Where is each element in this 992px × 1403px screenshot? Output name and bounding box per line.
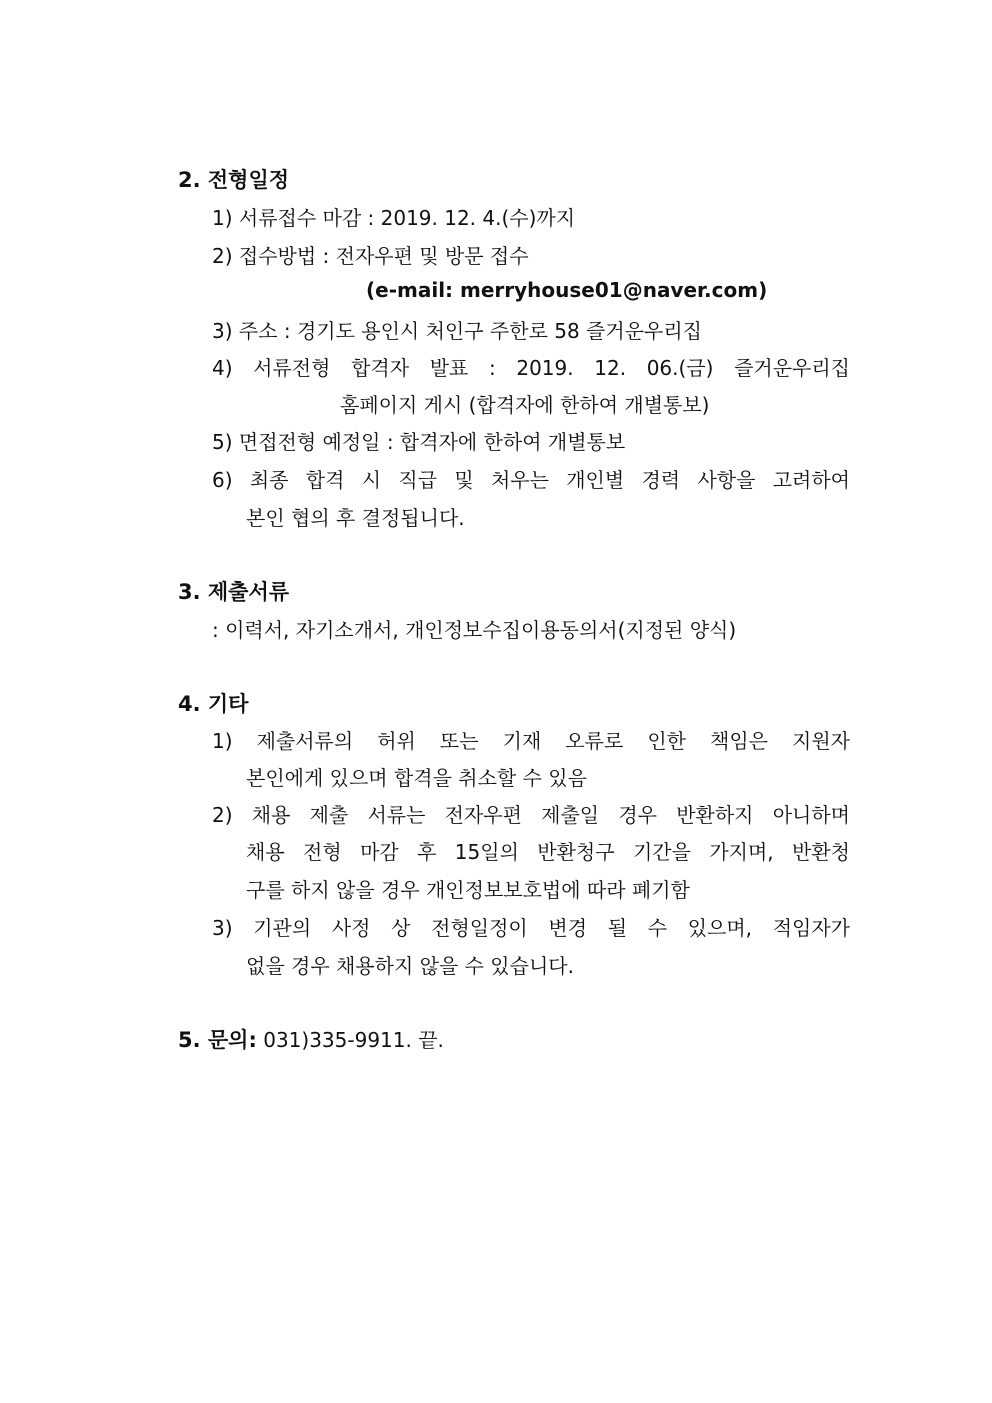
s4-item-3-cont: 없을 경우 채용하지 않을 수 있습니다. <box>246 954 574 978</box>
s4-item-3: 3) 기관의 사정 상 전형일정이 변경 될 수 있으며, 적임자가 <box>212 916 850 940</box>
s4-item-1: 1) 제출서류의 허위 또는 기재 오류로 인한 책임은 지원자 <box>212 729 850 753</box>
contact-phone: 031)335-9911. 끝. <box>263 1028 444 1052</box>
section-3-title: 3. 제출서류 <box>178 580 290 604</box>
s2-item-4-cont: 홈페이지 게시 (합격자에 한하여 개별통보) <box>340 393 710 417</box>
s3-text: : 이력서, 자기소개서, 개인정보수집이용동의서(지정된 양식) <box>212 618 737 642</box>
section-5-title: 5. 문의: <box>178 1028 257 1052</box>
section-5-line <box>178 1024 444 1054</box>
s4-item-2: 2) 채용 제출 서류는 전자우편 제출일 경우 반환하지 아니하며 <box>212 803 850 827</box>
section-4-title: 4. 기타 <box>178 692 249 716</box>
s2-item-6-cont: 본인 협의 후 결정됩니다. <box>246 506 465 530</box>
s2-item-6: 6) 최종 합격 시 직급 및 처우는 개인별 경력 사항을 고려하여 <box>212 468 850 492</box>
s2-item-2-email: (e-mail: merryhouse01@naver.com) <box>366 278 768 302</box>
s2-item-3: 3) 주소 : 경기도 용인시 처인구 주한로 58 즐거운우리집 <box>212 319 702 343</box>
s2-item-1: 1) 서류접수 마감 : 2019. 12. 4.(수)까지 <box>212 206 576 230</box>
s4-item-2-cont2: 구를 하지 않을 경우 개인정보보호법에 따라 폐기함 <box>246 878 690 902</box>
s4-item-1-cont: 본인에게 있으며 합격을 취소할 수 있음 <box>246 766 587 790</box>
s2-item-2: 2) 접수방법 : 전자우편 및 방문 접수 <box>212 244 529 268</box>
section-2-title: 2. 전형일정 <box>178 168 290 192</box>
s4-item-2-cont: 채용 전형 마감 후 15일의 반환청구 기간을 가지며, 반환청 <box>246 840 850 864</box>
s2-item-4: 4) 서류전형 합격자 발표 : 2019. 12. 06.(금) 즐거운우리집 <box>212 356 850 380</box>
s2-item-5: 5) 면접전형 예정일 : 합격자에 한하여 개별통보 <box>212 430 626 454</box>
